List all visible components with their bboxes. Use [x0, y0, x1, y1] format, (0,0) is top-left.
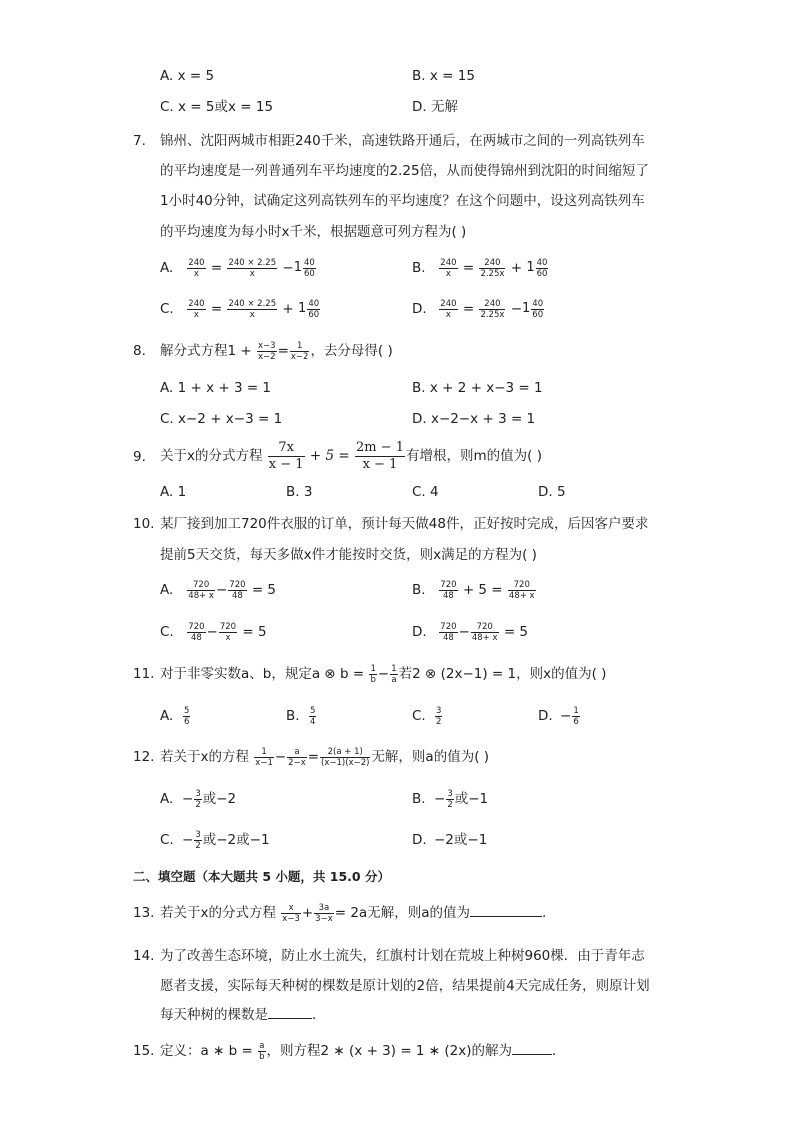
numerator: 40: [536, 257, 548, 268]
numerator: 720: [188, 621, 205, 632]
numerator: 720: [229, 579, 246, 590]
operator: −: [282, 260, 294, 276]
q12-option-c[interactable]: [160, 829, 270, 851]
numerator: 720: [187, 580, 215, 591]
option-label: B.: [412, 582, 426, 598]
fraction: [439, 299, 457, 320]
fraction: [303, 258, 316, 279]
fraction: [390, 664, 397, 685]
fraction: [258, 1041, 265, 1062]
equals-sign: =: [462, 301, 475, 317]
fraction: [307, 299, 320, 320]
q11-stem: [160, 663, 606, 685]
numerator: 240: [188, 257, 205, 268]
q8-number: 8.: [133, 343, 146, 359]
q12-text: 无解，则a的值为( ): [371, 749, 490, 765]
numerator: 1: [370, 663, 376, 674]
q14-text-line: 愿者支援，实际每天种树的棵数是原计划的2倍，结果提前4天完成任务，则原计划: [160, 978, 650, 994]
fraction: [219, 622, 237, 643]
option-label: B.: [412, 791, 426, 807]
operator: −: [458, 624, 470, 640]
denominator: 2: [195, 799, 201, 810]
numerator: 1: [290, 341, 310, 352]
option-label: C.: [160, 624, 174, 640]
q13-text: .: [541, 905, 547, 921]
fraction: [479, 299, 505, 320]
numerator: 240: [479, 258, 505, 269]
q8-stem: [160, 340, 393, 362]
q7-option-c[interactable]: [160, 298, 321, 320]
q15-number: 15.: [133, 1043, 155, 1059]
q14-text: 每天种树的棵数是: [160, 1007, 268, 1023]
numerator: 720: [440, 621, 457, 632]
numerator: 1: [573, 705, 579, 716]
q12-number: 12.: [133, 749, 155, 765]
q6-option-b[interactable]: B. x = 15: [412, 68, 475, 84]
q10-option-d[interactable]: [412, 621, 528, 643]
q7-option-a[interactable]: [160, 257, 317, 279]
q15-stem: [160, 1040, 556, 1062]
q9-number: 9.: [133, 449, 146, 465]
option-label: B.: [286, 708, 300, 724]
sign: −: [182, 791, 194, 807]
denominator: 3−x: [315, 913, 333, 924]
denominator: 2: [447, 799, 453, 810]
option-label: C.: [160, 301, 174, 317]
mixed-whole: 1: [526, 260, 535, 275]
numerator: 720: [219, 621, 237, 632]
fraction: [536, 258, 549, 279]
fraction: [320, 747, 370, 768]
option-label: A.: [160, 791, 174, 807]
option-label: D.: [412, 301, 427, 317]
numerator: 1: [254, 747, 274, 758]
q9-option-b[interactable]: B. 3: [286, 484, 313, 500]
denominator: x: [193, 268, 199, 279]
denominator: 6: [573, 716, 579, 727]
numerator: 240: [188, 298, 205, 309]
fraction: [314, 903, 334, 924]
denominator: 2.25x: [480, 268, 505, 279]
q12-stem: [160, 746, 489, 768]
numerator: 720: [471, 622, 499, 633]
q14-number: 14.: [133, 948, 155, 964]
q6-option-a[interactable]: A. x = 5: [160, 68, 215, 84]
option-tail: −2或−1: [434, 832, 488, 848]
denominator: x: [249, 309, 255, 320]
q7-option-b[interactable]: [412, 257, 549, 279]
q15-text: 定义：a ∗ b =: [160, 1043, 253, 1059]
q8-option-a[interactable]: A. 1 + x + 3 = 1: [160, 380, 272, 396]
q8-text: ，去分母得( ): [310, 343, 393, 359]
denominator: x−2: [258, 351, 276, 362]
q7-text-line: 的平均速度为每小时x千米，根据题意可列方程为( ): [160, 224, 467, 240]
fraction: [227, 258, 277, 279]
operator: −: [510, 301, 523, 317]
q10-option-c[interactable]: [160, 621, 267, 643]
denominator: x − 1: [268, 456, 304, 472]
fraction: [439, 580, 457, 601]
fraction: [287, 747, 307, 768]
denominator: x − 1: [362, 456, 398, 472]
denominator: x−1: [255, 757, 273, 768]
denominator: x−2: [290, 351, 309, 362]
numerator: 240 × 2.25: [228, 257, 277, 268]
operator: −: [215, 582, 228, 598]
q9-option-c[interactable]: C. 4: [412, 484, 439, 500]
equals-sign: =: [210, 260, 223, 276]
q6-option-d[interactable]: D. 无解: [412, 99, 458, 115]
numerator: 720: [508, 580, 536, 591]
fraction: [479, 258, 505, 279]
denominator: b: [370, 674, 376, 685]
mixed-whole: 1: [522, 301, 531, 316]
q15-text: ，则方程2 ∗ (x + 3) = 1 ∗ (2x)的解为: [266, 1043, 513, 1059]
q13-text: 若关于x的分式方程: [160, 905, 276, 921]
q14-text: .: [312, 1007, 317, 1023]
fraction: [471, 622, 499, 643]
q11-text: 对于非零实数a、b，规定a ⊗ b =: [160, 666, 365, 682]
equation-tail: = 5: [503, 624, 529, 640]
fraction: [435, 706, 442, 727]
sign: −: [560, 708, 572, 724]
q11-option-c[interactable]: [412, 705, 443, 727]
denominator: 48+ x: [508, 590, 535, 601]
option-label: D.: [538, 708, 553, 724]
q8-text: 解分式方程1 +: [160, 343, 252, 359]
fraction: [187, 299, 205, 320]
denominator: 60: [308, 309, 320, 320]
numerator: 720: [440, 579, 457, 590]
q11-option-b[interactable]: [286, 705, 317, 727]
numerator: 5: [310, 705, 316, 716]
fraction: [531, 299, 544, 320]
equation-part: + 5 =: [309, 448, 350, 464]
operator: +: [282, 301, 294, 317]
numerator: 240: [479, 299, 505, 310]
equals-sign: =: [210, 301, 223, 317]
numerator: 240: [440, 298, 457, 309]
denominator: 60: [304, 268, 315, 279]
option-tail: 或−2: [202, 791, 237, 807]
denominator: 2.25x: [480, 309, 505, 320]
fraction: [257, 341, 277, 362]
denominator: (x−1)(x−2): [321, 757, 370, 768]
numerator: 40: [532, 298, 544, 309]
operator: −: [206, 624, 218, 640]
numerator: 3: [447, 788, 453, 799]
q9-option-d[interactable]: D. 5: [538, 484, 566, 500]
equals-sign: =: [462, 260, 475, 276]
numerator: a: [287, 747, 307, 758]
numerator: 240 × 2.25: [228, 298, 277, 309]
denominator: 4: [310, 716, 316, 727]
operator: −: [377, 666, 390, 682]
fraction: [227, 299, 277, 320]
numerator: 5: [184, 705, 190, 716]
option-label: D.: [412, 832, 427, 848]
denominator: x: [445, 268, 451, 279]
fraction: [439, 622, 457, 643]
fraction: [187, 258, 205, 279]
equation-tail: = 5: [251, 582, 277, 598]
q10-text-line: 提前5天交货，每天多做x件才能按时交货，则x满足的方程为( ): [160, 547, 537, 563]
q7-text-line: 1小时40分钟，试确定这列高铁列车的平均速度？在这个问题中，设这列高铁列车: [160, 193, 645, 209]
mixed-whole: 1: [298, 301, 307, 316]
q9-text: 关于x的分式方程: [160, 448, 263, 464]
denominator: 48: [443, 590, 454, 601]
option-label: C.: [412, 708, 426, 724]
fraction: [194, 830, 201, 851]
q12-option-b[interactable]: [412, 788, 488, 810]
q11-option-d[interactable]: [538, 705, 581, 727]
fraction: [194, 789, 201, 810]
q7-text-line: 锦州、沈阳两城市相距240千米，高速铁路开通后，在两城市之间的一列高铁列车: [160, 133, 645, 149]
denominator: 48+ x: [471, 632, 498, 643]
q12-option-a[interactable]: [160, 788, 236, 810]
numerator: 40: [304, 257, 315, 268]
sign: −: [434, 791, 446, 807]
numerator: 1: [391, 663, 397, 674]
numerator: 3: [436, 705, 442, 716]
q7-option-d[interactable]: [412, 298, 545, 320]
fraction: [183, 706, 190, 727]
numerator: a: [259, 1040, 265, 1051]
option-label: C.: [160, 832, 174, 848]
answer-blank[interactable]: [268, 1004, 312, 1019]
numerator: 3: [195, 829, 201, 840]
option-label: A.: [160, 260, 174, 276]
denominator: a: [391, 674, 397, 685]
sign: −: [182, 832, 194, 848]
q10-option-b[interactable]: [412, 579, 537, 601]
option-tail: 或−2或−1: [202, 832, 270, 848]
denominator: x: [193, 309, 199, 320]
fraction: [508, 580, 536, 601]
equals-sign: =: [307, 749, 320, 765]
q10-text-line: 某厂接到加工720件衣服的订单，预计每天做48件，正好按时完成，后因客户要求: [160, 516, 649, 532]
denominator: 48: [443, 632, 454, 643]
fraction: [572, 706, 579, 727]
fraction: [187, 622, 205, 643]
denominator: 6: [184, 716, 190, 727]
q12-option-d[interactable]: [412, 829, 487, 851]
q14-stem-end: [160, 1004, 316, 1026]
option-tail: 或−1: [454, 791, 489, 807]
q11-number: 11.: [133, 666, 155, 682]
fraction: [369, 664, 376, 685]
numerator: 2(a + 1): [320, 747, 370, 758]
denominator: 48: [191, 632, 202, 643]
q14-text-line: 为了改善生态环境，防止水土流失，红旗村计划在荒坡上种树960棵．由于青年志: [160, 948, 645, 964]
q8-option-c[interactable]: C. x−2 + x−3 = 1: [160, 411, 283, 427]
numerator: 7x: [268, 440, 305, 457]
numerator: x: [281, 903, 301, 914]
equals-sign: =: [277, 343, 289, 359]
option-label: D.: [412, 624, 427, 640]
denominator: 2−x: [288, 757, 306, 768]
section-heading: 二、填空题（本大题共 5 小题，共 15.0 分）: [133, 869, 390, 884]
denominator: 60: [532, 309, 544, 320]
denominator: 2: [436, 716, 442, 727]
numerator: 40: [308, 298, 320, 309]
denominator: b: [259, 1051, 265, 1062]
operator: +: [510, 260, 523, 276]
q9-stem: [160, 434, 542, 478]
equation-tail: = 5: [242, 624, 267, 640]
fraction: [355, 440, 405, 473]
denominator: 48+ x: [188, 590, 214, 601]
q13-stem: [160, 902, 546, 924]
q6-option-c[interactable]: C. x = 5或x = 15: [160, 99, 274, 115]
numerator: 3: [195, 788, 201, 799]
operator: +: [301, 905, 314, 921]
q10-number: 10.: [133, 516, 155, 532]
denominator: x: [225, 632, 231, 643]
fraction: [439, 258, 457, 279]
numerator: x−3: [258, 340, 276, 351]
numerator: 3a: [314, 903, 334, 914]
fraction: [309, 706, 316, 727]
denominator: 2: [195, 840, 201, 851]
operator: −: [274, 749, 287, 765]
operator: + 5 =: [462, 582, 503, 598]
fraction: [187, 580, 215, 601]
denominator: 48: [231, 590, 243, 601]
fraction: [228, 580, 246, 601]
q13-number: 13.: [133, 905, 155, 921]
fraction: [268, 440, 305, 473]
q7-text-line: 的平均速度是一列普通列车平均速度的2.25倍，从而使得锦州到沈阳的时间缩短了: [160, 163, 650, 179]
q15-text: .: [552, 1043, 557, 1059]
option-label: A.: [160, 582, 174, 598]
q11-text: 若2 ⊗ (2x−1) = 1，则x的值为( ): [398, 666, 607, 682]
q10-option-a[interactable]: [160, 579, 276, 601]
fraction: [446, 789, 453, 810]
numerator: 240: [440, 257, 457, 268]
q8-option-d[interactable]: D. x−2−x + 3 = 1: [412, 411, 536, 427]
q11-option-a[interactable]: [160, 705, 191, 727]
denominator: x: [249, 268, 255, 279]
denominator: x: [445, 309, 451, 320]
fraction: [290, 341, 310, 362]
numerator: 2m − 1: [355, 439, 404, 455]
option-label: B.: [412, 260, 426, 276]
fraction: [281, 903, 301, 924]
q9-text: 有增根，则m的值为( ): [405, 448, 542, 464]
q8-option-b[interactable]: B. x + 2 + x−3 = 1: [412, 380, 543, 396]
mixed-whole: 1: [293, 260, 303, 275]
answer-blank[interactable]: [512, 1040, 552, 1055]
denominator: 60: [536, 268, 548, 279]
denominator: x−3: [282, 913, 300, 924]
q7-number: 7.: [133, 133, 146, 149]
answer-blank[interactable]: [470, 902, 542, 917]
q12-text: 若关于x的方程: [160, 749, 249, 765]
fraction: [254, 747, 274, 768]
q9-option-a[interactable]: A. 1: [160, 484, 187, 500]
q13-text: = 2a无解，则a的值为: [334, 905, 470, 921]
option-label: A.: [160, 708, 174, 724]
